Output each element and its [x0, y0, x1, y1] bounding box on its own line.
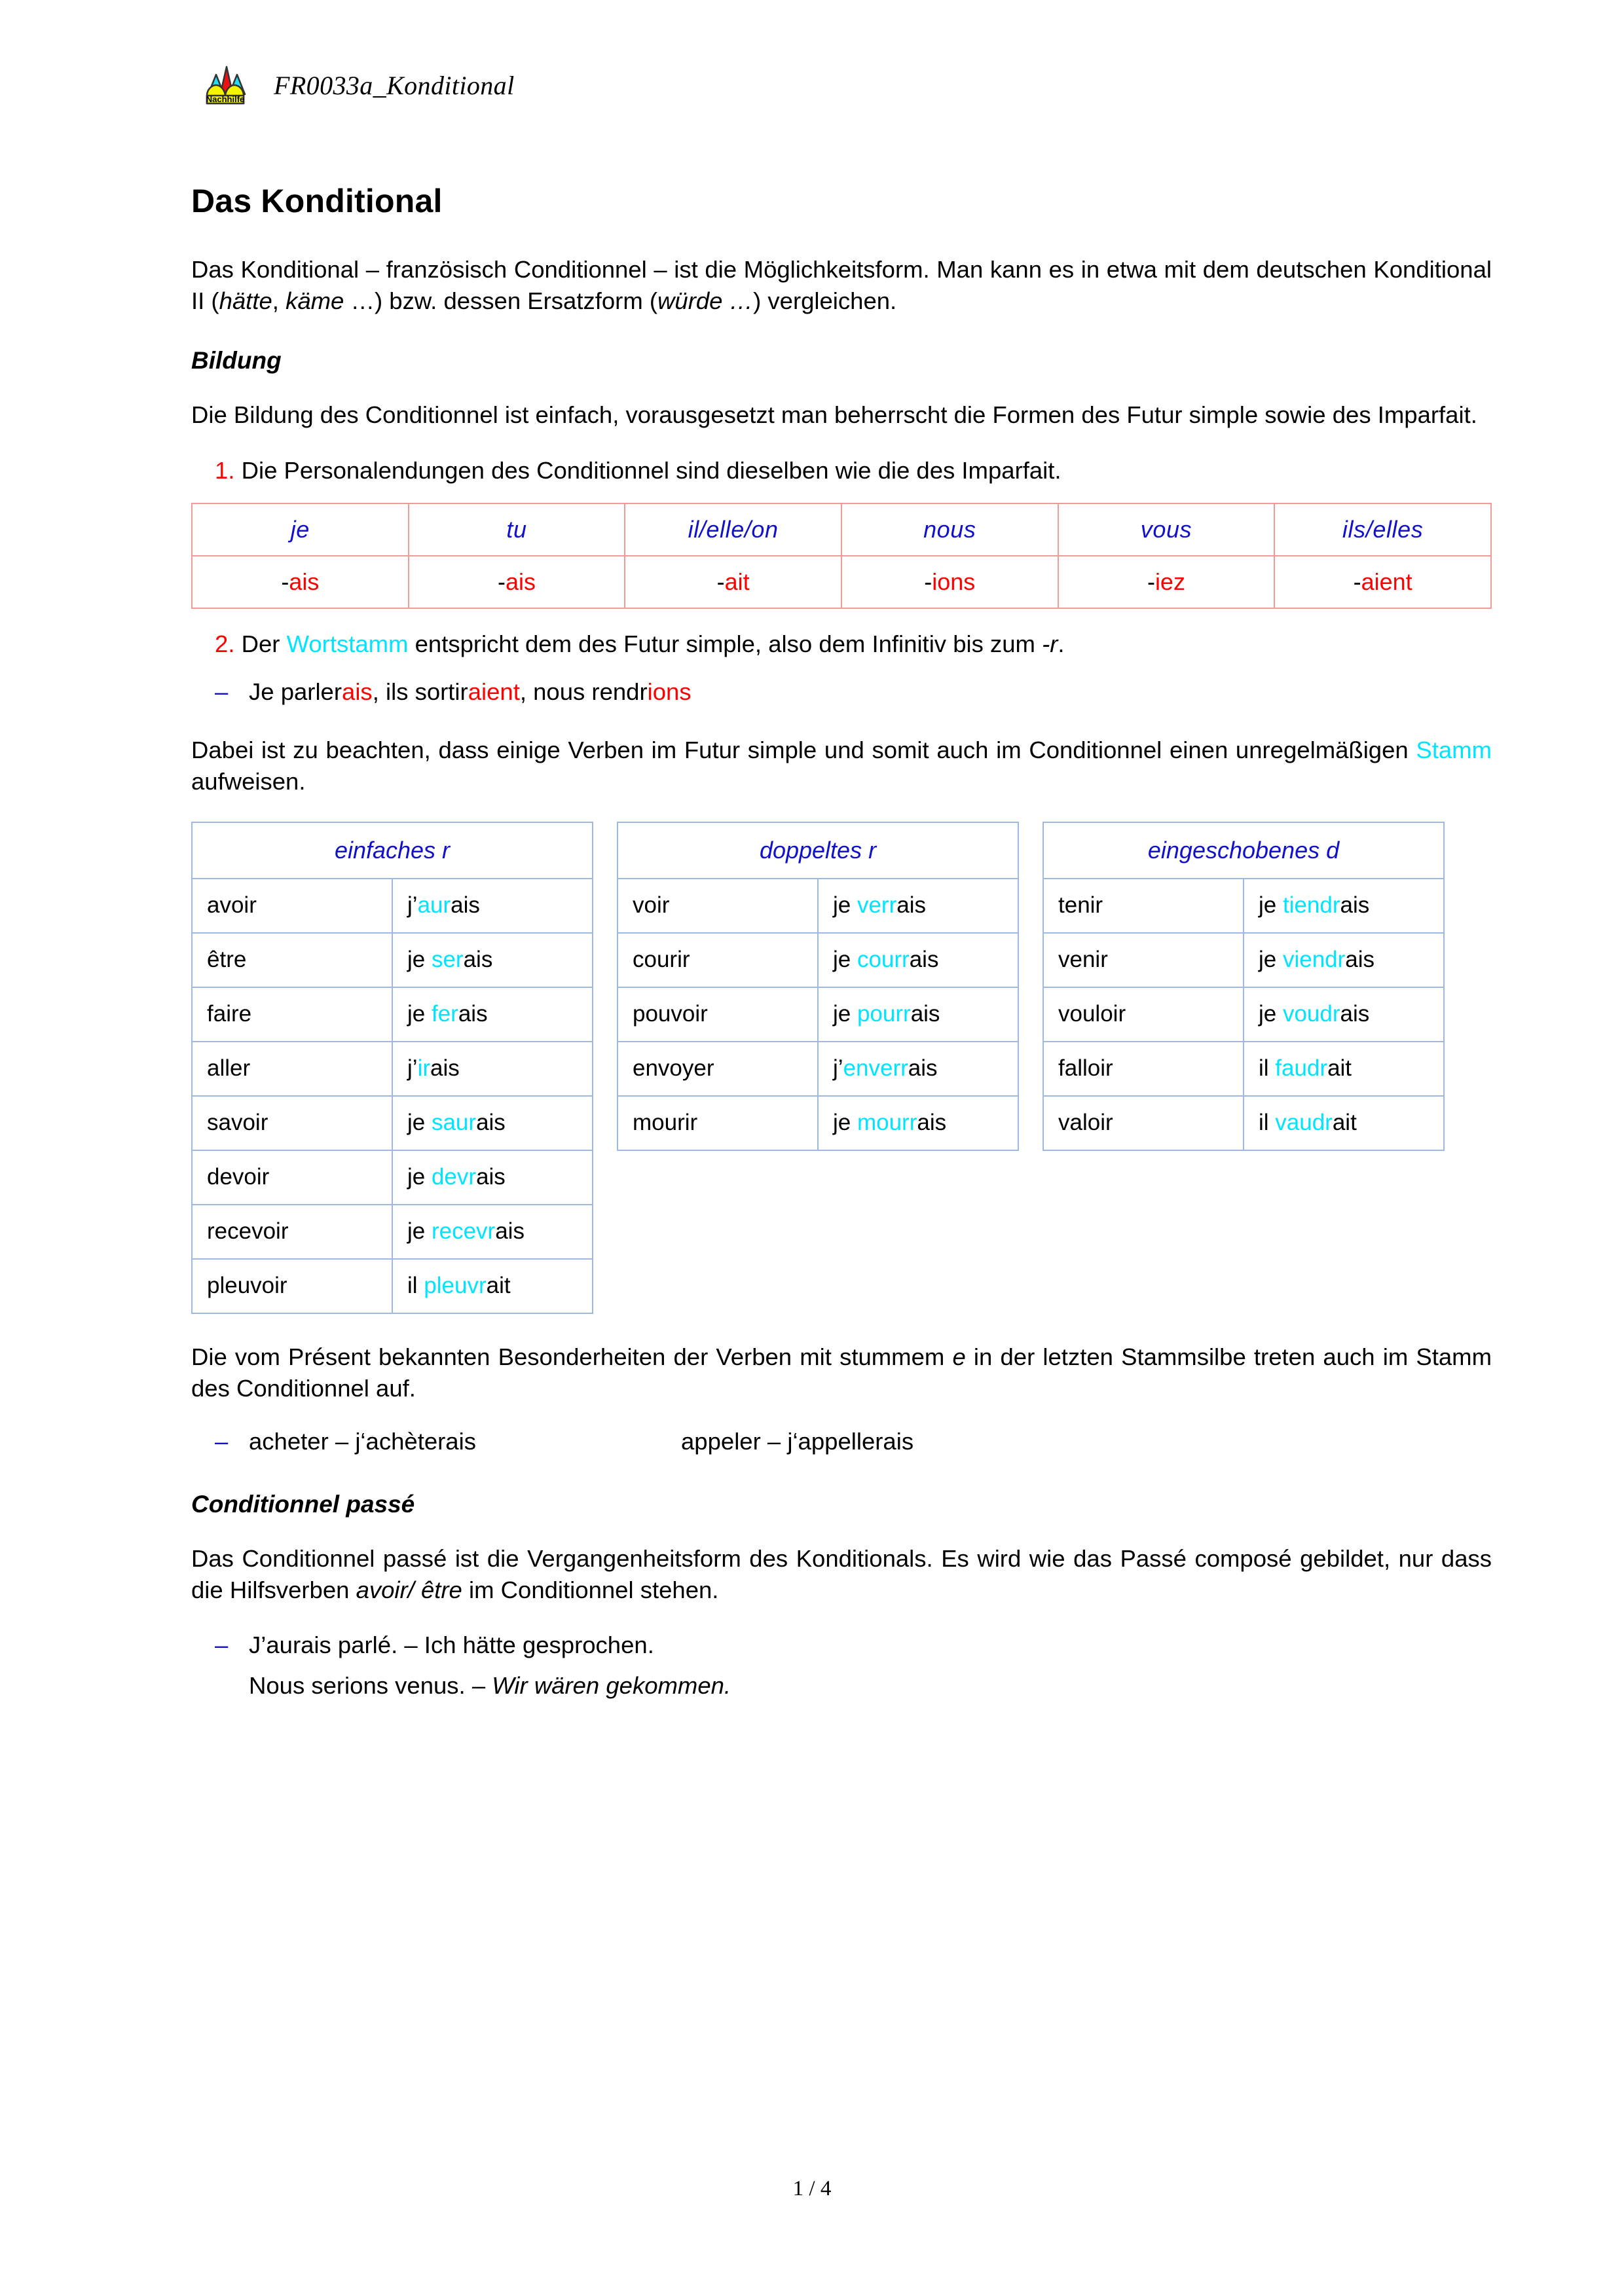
svg-text:Nachhilfe: Nachhilfe [206, 94, 245, 104]
nous-serions-italic: Wir wären gekommen. [492, 1672, 731, 1700]
verb-conditional-cell [818, 879, 1018, 933]
verb-ending: ait [1332, 1110, 1357, 1136]
verb-conditional-cell [1244, 933, 1444, 987]
verb-pronoun: je [407, 1164, 432, 1190]
verb-conditional-cell [392, 879, 593, 933]
example-jaurais-parle [191, 1630, 1492, 1662]
verb-infinitive-cell: avoir [192, 879, 392, 933]
verb-infinitive-cell: vouloir [1043, 987, 1244, 1042]
table-row [1043, 987, 1444, 1042]
irregular-stem-tables [191, 822, 1492, 1314]
table-row [618, 987, 1018, 1042]
verb-table-eingeschobenes-d [1043, 822, 1445, 1151]
verb-infinitive-cell: envoyer [618, 1042, 818, 1096]
verb-ending: ais [495, 1218, 525, 1245]
verb-conditional-cell [392, 933, 593, 987]
verb-table-1-header: einfaches r [192, 822, 593, 879]
intro-italic-wuerde: würde … [657, 287, 754, 315]
ending-dash-3: - [924, 568, 932, 595]
dash-bullet-icon-3: – [215, 1631, 229, 1659]
verb-ending: ait [1327, 1055, 1352, 1082]
document-content [191, 182, 1492, 1700]
example-acheter-appeler [191, 1428, 1492, 1455]
table-row [1043, 879, 1444, 933]
example-acheter: acheter – j‘achèterais [249, 1427, 476, 1455]
bildung-paragraph: Die Bildung des Conditionnel ist einfach, vorausgesetzt man beherrscht die Formen des Futur simple sowie des Imparfait. [191, 401, 1477, 429]
item-2-end: . [1058, 630, 1065, 657]
verb-stem: enverr [843, 1055, 908, 1082]
verb-pronoun: je [833, 892, 857, 919]
verb-pronoun: je [407, 1218, 432, 1245]
verb-stem: fer [431, 1001, 458, 1027]
verb-infinitive-cell: être [192, 933, 392, 987]
irregular-post: aufweisen. [191, 768, 306, 795]
dash-bullet-icon: – [215, 678, 229, 706]
ending-dash-4: - [1147, 568, 1155, 595]
seg-4: , nous rendr [519, 678, 648, 706]
item-2-space [234, 630, 241, 657]
verb-infinitive-cell: devoir [192, 1150, 392, 1205]
verb-stem: devr [431, 1164, 477, 1190]
verb-ending: ais [451, 892, 480, 919]
nous-serions-pre: Nous serions venus. – [249, 1672, 492, 1700]
verb-conditional-cell [818, 987, 1018, 1042]
intro-mid2: …) bzw. dessen Ersatzform ( [344, 287, 658, 315]
verb-pronoun: je [1259, 947, 1283, 973]
pronoun-cell-2: il/elle/on [625, 503, 841, 556]
verb-ending: ais [458, 1001, 488, 1027]
verb-ending: ait [486, 1273, 511, 1299]
verb-stem: aur [417, 892, 451, 919]
irregular-pre: Dabei ist zu beachten, dass einige Verben im Futur simple und somit auch im Conditionnel einen unregelmäßigen [191, 737, 1416, 764]
table-row [1043, 933, 1444, 987]
ending-text-3: ions [932, 568, 976, 595]
verb-stem: ir [417, 1055, 430, 1082]
pronoun-cell-3: nous [841, 503, 1058, 556]
verb-stem: mourr [857, 1110, 917, 1136]
verb-stem: ser [431, 947, 464, 973]
verb-stem: courr [857, 947, 910, 973]
table-row [618, 1042, 1018, 1096]
example-parler [191, 676, 1492, 708]
verb-pronoun: je [833, 1110, 857, 1136]
verb-table-einfaches-r [191, 822, 593, 1314]
stumme-e-paragraph [191, 1341, 1492, 1404]
item-1-text [234, 457, 241, 484]
intro-mid1: , [272, 287, 286, 315]
verb-pronoun: j’ [407, 892, 418, 919]
table-row [192, 987, 593, 1042]
verb-infinitive-cell: valoir [1043, 1096, 1244, 1150]
verb-table-3-header: eingeschobenes d [1043, 822, 1444, 879]
numbered-item-1 [191, 455, 1492, 486]
ending-cell-3 [841, 556, 1058, 608]
irregular-stems-paragraph [191, 735, 1492, 797]
intro-part1: Das Konditional – französisch Conditionnel – ist die Möglichkeitsform. Man kann es in etwa mit dem deutschen Konditional II ( [191, 256, 1492, 315]
verb-ending: ais [1340, 892, 1370, 919]
heading-conditionnel-passe: Conditionnel passé [191, 1490, 415, 1518]
verb-conditional-cell [392, 1150, 593, 1205]
verb-pronoun: il [407, 1273, 424, 1299]
verb-pronoun: je [833, 947, 857, 973]
verb-conditional-cell [392, 1096, 593, 1150]
pronoun-cell-4: vous [1058, 503, 1275, 556]
item-2-post: entspricht dem des Futur simple, also dem Infinitiv bis zum [408, 630, 1043, 657]
example-nous-serions-venus [191, 1672, 1492, 1700]
item-2-pre: Der [241, 630, 287, 657]
verb-infinitive-cell: mourir [618, 1096, 818, 1150]
seg-0: Je parler [249, 678, 342, 706]
verb-stem: pourr [857, 1001, 911, 1027]
nachhilfe-logo-icon [203, 63, 251, 107]
irregular-highlight: Stamm [1416, 737, 1492, 764]
example-parler-text [249, 676, 1492, 708]
verb-conditional-cell [1244, 987, 1444, 1042]
table-row-endings [192, 556, 1491, 608]
passe-post: im Conditionnel stehen. [462, 1576, 719, 1604]
verb-stem: verr [857, 892, 897, 919]
example-appeler: appeler – j‘appellerais [681, 1427, 914, 1455]
verb-conditional-cell [392, 1259, 593, 1313]
verb-stem: vaudr [1275, 1110, 1333, 1136]
verb-pronoun: il [1259, 1055, 1276, 1082]
ending-cell-5 [1274, 556, 1491, 608]
table-row [618, 1096, 1018, 1150]
table-row [618, 879, 1018, 933]
ending-cell-4 [1058, 556, 1275, 608]
verb-stem: recevr [431, 1218, 496, 1245]
verb-pronoun: il [1259, 1110, 1276, 1136]
dash-bullet-icon-2: – [215, 1427, 229, 1455]
table-row [192, 933, 593, 987]
table-row [192, 1096, 593, 1150]
verb-stem: saur [431, 1110, 477, 1136]
personal-endings-table [191, 503, 1492, 609]
stumme-e-pre: Die vom Présent bekannten Besonderheiten der Verben mit stummem [191, 1343, 953, 1370]
verb-conditional-cell [392, 1205, 593, 1259]
passe-pre: Das Conditionnel passé ist die Vergangenheitsform des Konditionals. Es wird wie das Passé composé gebildet, nur dass die Hilfsverben [191, 1544, 1492, 1604]
verb-ending: ais [908, 1055, 938, 1082]
verb-conditional-cell [1244, 1042, 1444, 1096]
verb-stem: viendr [1282, 947, 1346, 973]
ending-cell-2 [625, 556, 841, 608]
passe-paragraph [191, 1543, 1492, 1606]
verb-ending: ais [430, 1055, 460, 1082]
verb-infinitive-cell: pleuvoir [192, 1259, 392, 1313]
verb-infinitive-cell: faire [192, 987, 392, 1042]
item-1-body: Die Personalendungen des Conditionnel sind dieselben wie die des Imparfait. [241, 456, 1061, 484]
table-row [192, 1042, 593, 1096]
passe-italic-avoir-etre: avoir/ être [356, 1576, 462, 1604]
seg-2: , ils sortir [372, 678, 468, 706]
verb-pronoun: je [407, 1001, 432, 1027]
verb-pronoun: je [407, 1110, 432, 1136]
verb-ending: ais [1345, 947, 1375, 973]
verb-infinitive-cell: recevoir [192, 1205, 392, 1259]
verb-pronoun: je [833, 1001, 857, 1027]
verb-stem: voudr [1282, 1001, 1340, 1027]
ending-dash-5: - [1353, 568, 1361, 595]
verb-infinitive-cell: venir [1043, 933, 1244, 987]
ending-text-4: iez [1154, 568, 1185, 595]
page-title: Das Konditional [191, 183, 443, 219]
verb-pronoun: j’ [833, 1055, 843, 1082]
verb-ending: ais [909, 947, 939, 973]
page-footer: 1 / 4 [792, 2177, 832, 2200]
table-row [192, 1205, 593, 1259]
item-2-highlight: Wortstamm [286, 630, 409, 657]
page-header [203, 63, 515, 107]
verb-pronoun: je [1259, 1001, 1283, 1027]
table-row [192, 879, 593, 933]
table-row [1043, 1042, 1444, 1096]
verb-conditional-cell [818, 1042, 1018, 1096]
pronoun-cell-0: je [192, 503, 409, 556]
verb-table-1-body [192, 879, 593, 1313]
item-1-marker: 1. [215, 456, 235, 484]
table-row [192, 1259, 593, 1313]
verb-infinitive-cell: pouvoir [618, 987, 818, 1042]
intro-italic-kaeme: käme [286, 287, 344, 315]
verb-table-2-header: doppeltes r [618, 822, 1018, 879]
table-row [192, 1150, 593, 1205]
verb-pronoun: j’ [407, 1055, 418, 1082]
numbered-item-2 [191, 629, 1492, 659]
ending-text-5: aient [1361, 568, 1412, 595]
seg-1: ais [342, 678, 373, 706]
verb-table-2-body [618, 879, 1018, 1150]
verb-pronoun: je [1259, 892, 1283, 919]
seg-3: aient [468, 678, 520, 706]
example-jaurais-parle-text: J’aurais parlé. – Ich hätte gesprochen. [249, 1631, 654, 1659]
verb-infinitive-cell: aller [192, 1042, 392, 1096]
verb-infinitive-cell: voir [618, 879, 818, 933]
ending-text-1: ais [505, 568, 536, 595]
table-row-pronouns [192, 503, 1491, 556]
verb-ending: ais [917, 1110, 947, 1136]
ending-dash-1: - [497, 568, 506, 595]
verb-stem: tiendr [1282, 892, 1340, 919]
verb-conditional-cell [1244, 1096, 1444, 1150]
verb-stem: pleuvr [424, 1273, 487, 1299]
verb-stem: faudr [1275, 1055, 1328, 1082]
verb-ending: ais [1340, 1001, 1370, 1027]
verb-conditional-cell [1244, 879, 1444, 933]
verb-ending: ais [910, 1001, 940, 1027]
ending-text-2: ait [724, 568, 750, 595]
stumme-e-italic: e [952, 1343, 966, 1370]
seg-5: ions [647, 678, 692, 706]
verb-ending: ais [476, 1164, 506, 1190]
verb-conditional-cell [818, 1096, 1018, 1150]
verb-ending: ais [896, 892, 926, 919]
verb-infinitive-cell: savoir [192, 1096, 392, 1150]
ending-cell-0 [192, 556, 409, 608]
verb-ending: ais [476, 1110, 506, 1136]
stumme-e-post: in der letzten Stammsilbe treten auch im Stamm des Conditionnel auf. [191, 1343, 1492, 1402]
intro-italic-haette: hätte [219, 287, 272, 315]
header-document-code: FR0033a_Konditional [274, 70, 515, 100]
table-row [618, 933, 1018, 987]
ending-dash-0: - [281, 568, 289, 595]
verb-infinitive-cell: courir [618, 933, 818, 987]
verb-table-3-body [1043, 879, 1444, 1150]
ending-text-0: ais [289, 568, 320, 595]
pronoun-cell-1: tu [409, 503, 625, 556]
verb-table-doppeltes-r [617, 822, 1019, 1151]
verb-conditional-cell [392, 987, 593, 1042]
intro-paragraph [191, 254, 1492, 317]
verb-infinitive-cell: tenir [1043, 879, 1244, 933]
verb-conditional-cell [392, 1042, 593, 1096]
verb-pronoun: je [407, 947, 432, 973]
heading-bildung: Bildung [191, 347, 282, 374]
verb-infinitive-cell: falloir [1043, 1042, 1244, 1096]
item-2-marker: 2. [215, 630, 235, 657]
table-row [1043, 1096, 1444, 1150]
item-2-ital-tail: -r [1042, 630, 1058, 657]
ending-cell-1 [409, 556, 625, 608]
pronoun-cell-5: ils/elles [1274, 503, 1491, 556]
intro-part2: ) vergleichen. [753, 287, 897, 315]
verb-ending: ais [463, 947, 493, 973]
verb-conditional-cell [818, 933, 1018, 987]
ending-dash-2: - [716, 568, 725, 595]
